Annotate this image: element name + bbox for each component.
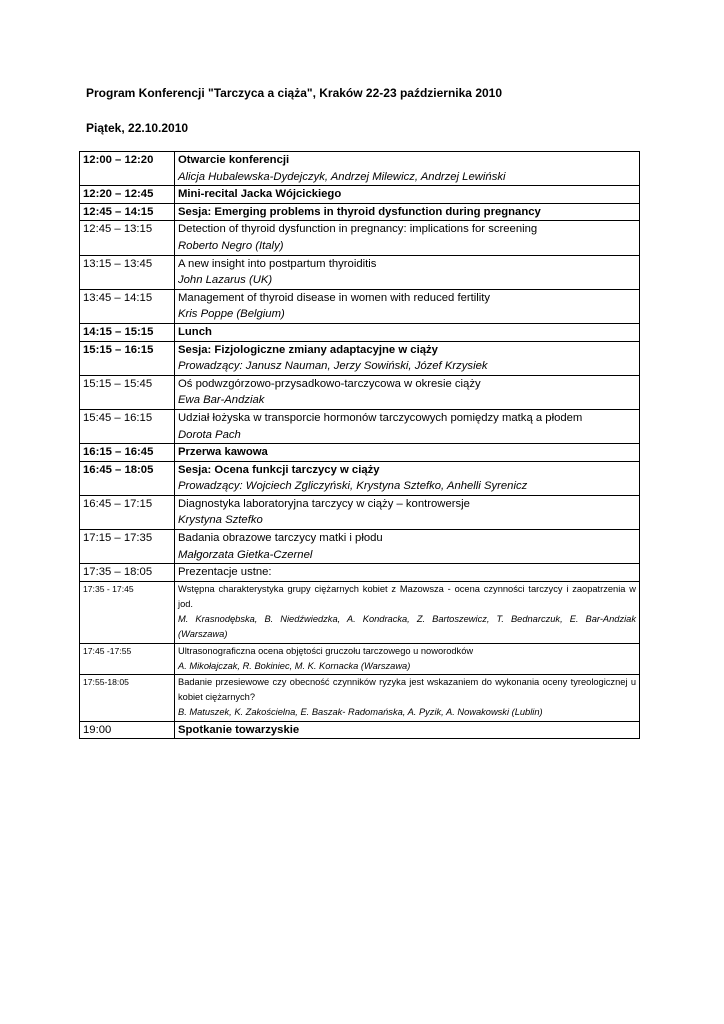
time-cell: 17:35 – 18:05: [80, 564, 175, 582]
table-row: [80, 255, 640, 289]
event-cell: [175, 495, 640, 529]
table-row: [80, 675, 640, 722]
table-row: [80, 289, 640, 323]
time-cell: 13:45 – 14:15: [80, 289, 175, 323]
table-row: [80, 643, 640, 674]
event-speakers: Małgorzata Gietka-Czernel: [178, 548, 313, 561]
time-cell: 17:45 -17:55: [80, 643, 175, 674]
time-cell: 17:55-18:05: [80, 675, 175, 722]
time-cell: 15:45 – 16:15: [80, 409, 175, 443]
time-cell: 12:45 – 13:15: [80, 221, 175, 255]
event-title: Wstępna charakterystyka grupy ciężarnych kobiet z Mazowsza - ocena czynności tarczycy i zaopatrzenia w jod.: [178, 583, 636, 610]
event-speakers: Alicja Hubalewska-Dydejczyk, Andrzej Milewicz, Andrzej Lewiński: [178, 170, 506, 183]
event-speakers: M. Krasnodębska, B. Niedźwiedzka, A. Kondracka, Z. Bartoszewicz, T. Bednarczuk, E. Bar-Andziak (Warszawa): [178, 614, 636, 640]
time-cell: 16:45 – 18:05: [80, 461, 175, 495]
event-speakers: Ewa Bar-Andziak: [178, 394, 265, 407]
table-row: [80, 221, 640, 255]
event-cell: [175, 375, 640, 409]
time-cell: 17:15 – 17:35: [80, 530, 175, 564]
event-cell: [175, 643, 640, 674]
event-speakers: Kris Poppe (Belgium): [178, 308, 285, 321]
event-cell: Mini-recital Jacka Wójcickiego: [175, 186, 640, 204]
day-heading: Piątek, 22.10.2010: [86, 121, 189, 135]
table-row: [80, 581, 640, 643]
event-cell: [175, 675, 640, 722]
event-speakers: A. Mikołajczak, R. Bokiniec, M. K. Kornacka (Warszawa): [178, 660, 411, 671]
time-cell: 16:45 – 17:15: [80, 495, 175, 529]
table-row: [80, 461, 640, 495]
event-title: Oś podwzgórzowo-przysadkowo-tarczycowa w okresie ciąży: [178, 377, 481, 390]
event-cell: Spotkanie towarzyskie: [175, 721, 640, 739]
table-row: [80, 409, 640, 443]
table-row: [80, 323, 640, 341]
event-speakers: John Lazarus (UK): [178, 274, 273, 287]
time-cell: 14:15 – 15:15: [80, 323, 175, 341]
event-title: Udział łożyska w transporcie hormonów tarczycowych pomiędzy matką a płodem: [178, 411, 583, 424]
event-title: Otwarcie konferencji: [178, 154, 290, 166]
table-row: [80, 530, 640, 564]
event-cell: Lunch: [175, 323, 640, 341]
event-title: Management of thyroid disease in women with reduced fertility: [178, 291, 491, 304]
table-row: [80, 495, 640, 529]
time-cell: 12:00 – 12:20: [80, 152, 175, 186]
time-cell: 12:45 – 14:15: [80, 203, 175, 221]
event-cell: [175, 289, 640, 323]
event-speakers: Prowadzący: Janusz Nauman, Jerzy Sowiński, Józef Krzysiek: [178, 360, 488, 373]
event-cell: [175, 341, 640, 375]
event-speakers: Prowadzący: Wojciech Zgliczyński, Krystyna Sztefko, Anhelli Syrenicz: [178, 480, 528, 493]
event-cell: Sesja: Emerging problems in thyroid dysfunction during pregnancy: [175, 203, 640, 221]
event-cell: [175, 221, 640, 255]
table-row: [80, 721, 640, 739]
event-speakers: B. Matuszek, K. Zakościelna, E. Baszak- Radomańska, A. Pyzik, A. Nowakowski (Lublin): [178, 707, 543, 718]
event-title: Sesja: Fizjologiczne zmiany adaptacyjne w ciąży: [178, 343, 438, 356]
time-cell: 12:20 – 12:45: [80, 186, 175, 204]
table-row: [80, 186, 640, 204]
event-title: Detection of thyroid dysfunction in pregnancy: implications for screening: [178, 223, 538, 236]
table-row: [80, 341, 640, 375]
event-title: Diagnostyka laboratoryjna tarczycy w ciąży – kontrowersje: [178, 497, 470, 510]
document-title: Program Konferencji "Tarczyca a ciąża", Kraków 22-23 października 2010: [86, 86, 503, 100]
event-speakers: Krystyna Sztefko: [178, 514, 263, 527]
event-title: A new insight into postpartum thyroiditis: [178, 257, 377, 270]
event-title: Ultrasonograficzna ocena objętości gruczołu tarczowego u noworodków: [178, 645, 474, 656]
time-cell: 13:15 – 13:45: [80, 255, 175, 289]
table-row: [80, 152, 640, 186]
event-title: Badania obrazowe tarczycy matki i płodu: [178, 532, 383, 545]
program-table: [79, 151, 640, 739]
event-cell: [175, 530, 640, 564]
table-row: [80, 564, 640, 582]
time-cell: 17:35 - 17:45: [80, 581, 175, 643]
event-cell: [175, 152, 640, 186]
table-row: [80, 375, 640, 409]
event-title: Badanie przesiewowe czy obecność czynników ryzyka jest wskazaniem do wykonania oceny tyreologicznej u kobiet ciężarnych?: [178, 677, 636, 703]
event-cell: [175, 581, 640, 643]
table-row: [80, 203, 640, 221]
event-speakers: Dorota Pach: [178, 428, 241, 441]
event-cell: Przerwa kawowa: [175, 444, 640, 462]
time-cell: 15:15 – 15:45: [80, 375, 175, 409]
time-cell: 19:00: [80, 721, 175, 739]
event-cell: [175, 461, 640, 495]
event-cell: [175, 409, 640, 443]
event-cell: Prezentacje ustne:: [175, 564, 640, 582]
table-row: [80, 444, 640, 462]
event-cell: [175, 255, 640, 289]
event-title: Sesja: Ocena funkcji tarczycy w ciąży: [178, 463, 380, 476]
event-speakers: Roberto Negro (Italy): [178, 239, 284, 252]
time-cell: 15:15 – 16:15: [80, 341, 175, 375]
time-cell: 16:15 – 16:45: [80, 444, 175, 462]
